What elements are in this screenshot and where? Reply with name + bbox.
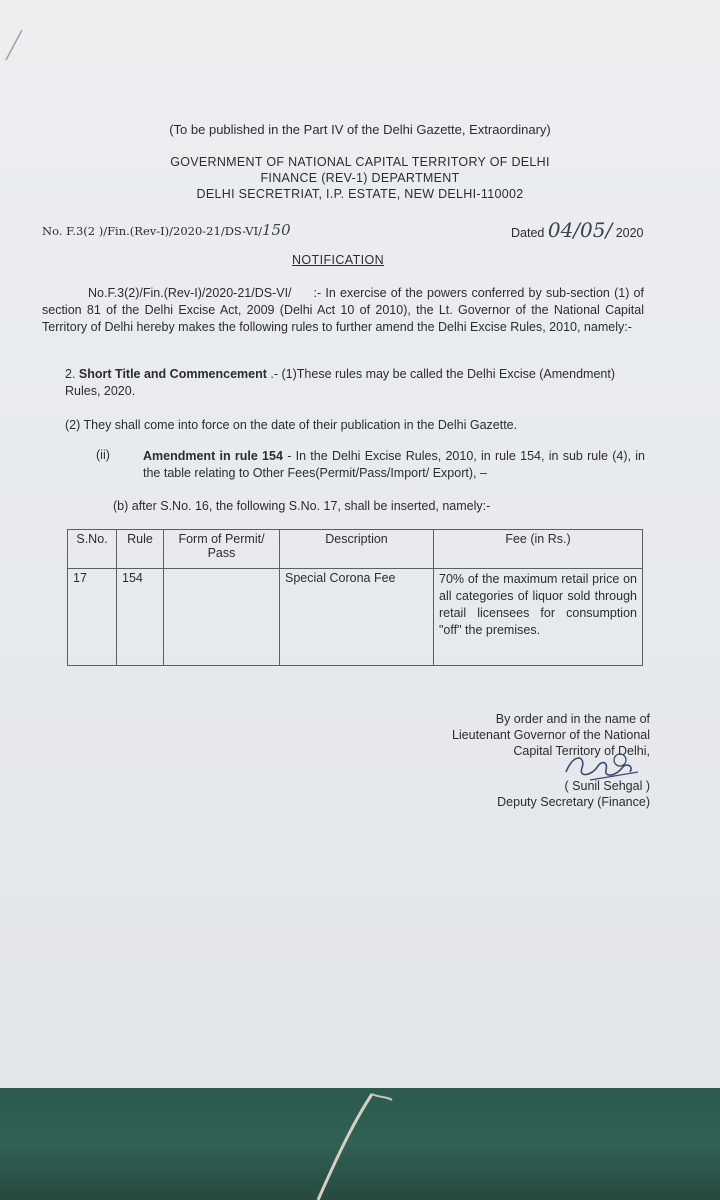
closing-line-1: By order and in the name of — [495, 712, 650, 726]
header-description: Description — [280, 530, 434, 569]
cell-fee: 70% of the maximum retail price on all categories of liquor sold through retail licensees for consumption "off" the premises. — [434, 569, 643, 666]
department-heading: FINANCE (REV-1) DEPARTMENT — [260, 171, 460, 185]
reference-number — [42, 221, 291, 239]
header-sno: S.No. — [68, 530, 117, 569]
signatory-designation: Deputy Secretary (Finance) — [497, 795, 650, 809]
signatory-name: ( Sunil Sehgal ) — [564, 779, 650, 793]
section-2-heading: Short Title and Commencement — [78, 367, 267, 381]
cell-form — [164, 569, 280, 666]
table-header-row — [68, 530, 643, 569]
dated-year: 2020 — [615, 226, 644, 240]
insertion-note: (b) after S.No. 16, the following S.No. 17, shall be inserted, namely:- — [113, 499, 491, 513]
notification-title: NOTIFICATION — [292, 253, 385, 267]
intro-number: No.F.3(2)/Fin.(Rev-I)/2020-21/DS-VI/ — [88, 286, 292, 300]
cell-description: Special Corona Fee — [280, 569, 434, 666]
handwritten-date: 04/05/ — [547, 218, 613, 242]
section-2-text: .- (1)These rules may be called the Delhi Excise (Amendment) Rules, 2020. — [65, 367, 615, 398]
closing-line-3: Capital Territory of Delhi, — [513, 744, 650, 758]
intro-paragraph — [42, 285, 644, 336]
fees-table — [67, 529, 643, 666]
table-row — [68, 569, 643, 666]
amendment-number: (ii) — [96, 448, 110, 462]
header-form: Form of Permit/ Pass — [164, 530, 280, 569]
government-heading: GOVERNMENT OF NATIONAL CAPITAL TERRITORY OF DELHI — [170, 155, 550, 169]
dated-line — [511, 218, 644, 242]
amendment-heading: Amendment in rule 154 — [143, 449, 283, 463]
intro-text: :- In exercise of the powers conferred by sub-section (1) of section 81 of the Delhi Excise Act, 2009 (Delhi Act 10 of 2010), the Lt. Governor of the National Capital Territory of Delhi hereby makes the following rules to further amend the Delhi Excise Rules, 2010, namely:- — [42, 286, 644, 334]
handwritten-ref-number: 150 — [261, 221, 291, 239]
header-fee: Fee (in Rs.) — [434, 530, 643, 569]
publication-note: (To be published in the Part IV of the Delhi Gazette, Extraordinary) — [169, 122, 551, 137]
reference-number-text: No. F.3(2 )/Fin.(Rev-I)/2020-21/DS-VI/ — [42, 224, 262, 238]
address-heading: DELHI SECRETRIAT, I.P. ESTATE, NEW DELHI-110002 — [196, 187, 524, 201]
amendment-text: - In the Delhi Excise Rules, 2010, in rule 154, in sub rule (4), in the table relating to Other Fees(Permit/Pass/Import/ Export), – — [143, 449, 645, 480]
header-rule: Rule — [117, 530, 164, 569]
cell-rule: 154 — [117, 569, 164, 666]
section-2 — [65, 366, 645, 400]
closing-line-2: Lieutenant Governor of the National — [451, 728, 650, 742]
section-2-number: 2. — [65, 367, 76, 381]
clause-2: (2) They shall come into force on the date of their publication in the Delhi Gazette. — [65, 418, 518, 432]
dated-label: Dated — [511, 226, 545, 240]
amendment-paragraph — [143, 448, 645, 482]
cell-sno: 17 — [68, 569, 117, 666]
desk-surface — [0, 1088, 720, 1200]
